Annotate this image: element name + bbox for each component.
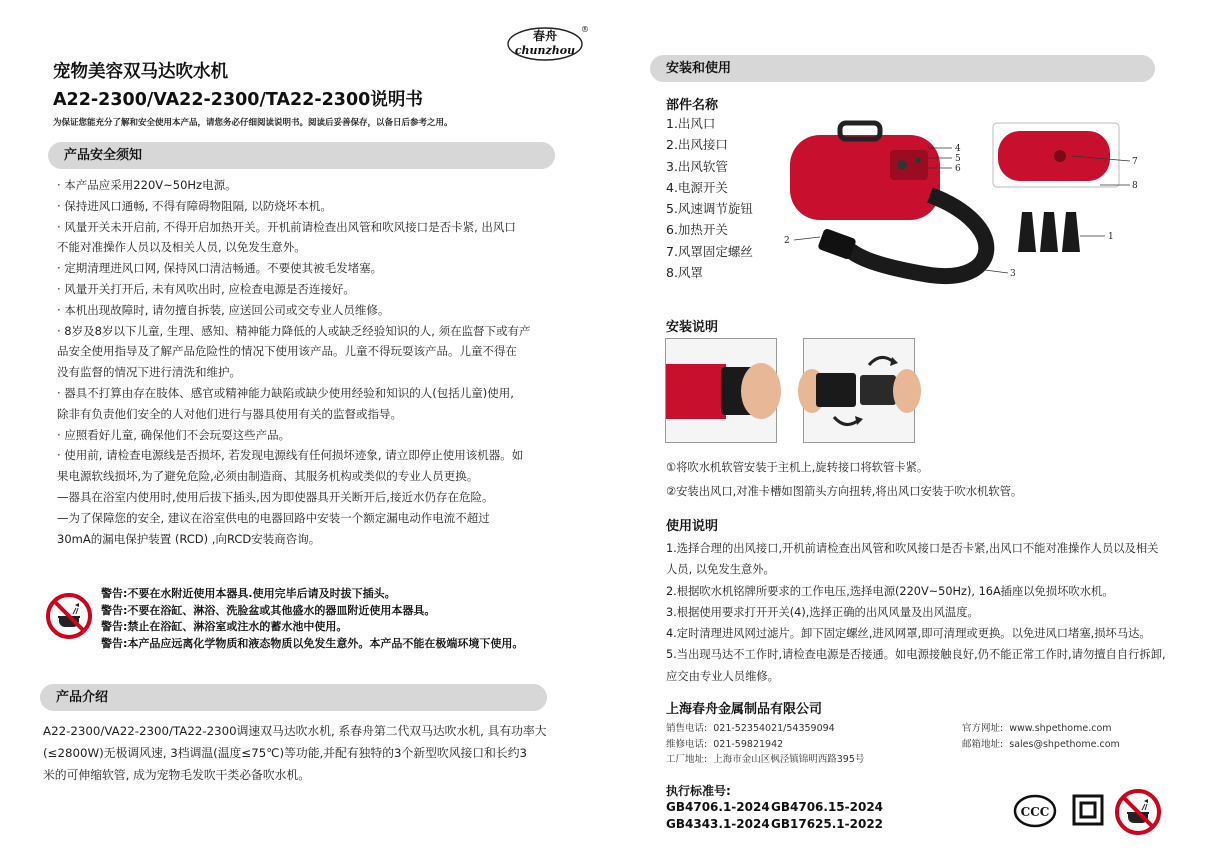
safety-line: · 使用前, 请检查电源线是否损坏, 若发现电源线有任何损坏迹象, 请立即停止使用该机器。如 xyxy=(57,448,524,463)
callout-3: 3 xyxy=(1010,269,1016,279)
safety-line: · 器具不打算由存在肢体、感官或精神能力缺陷或缺少使用经验和知识的人(包括儿童)使用, xyxy=(57,385,514,400)
safety-line: 品安全使用指导及了解产品危险性的情况下使用该产品。儿童不得玩耍该产品。儿童不得在 xyxy=(57,344,517,359)
usage-line: 3.根据使用要求打开开关(4),选择正确的出风风量及出风温度。 xyxy=(666,605,979,619)
email-label: 邮箱地址: xyxy=(962,738,1004,750)
install-step-1: ①将吹水机软管安装于主机上,旋转接口将软管卡紧。 xyxy=(666,461,929,474)
section-intro-heading: 产品介绍 xyxy=(40,684,547,711)
safety-line: · 本机出现故障时, 请勿擅自拆装, 应送回公司或交专业人员维修。 xyxy=(57,302,390,317)
ccc-text: CCC xyxy=(1020,805,1050,819)
intro-line: (≤2800W)无极调风速, 3档调温(温度≤75℃)等功能,并配有独特的3个新型吹风接口和长约3 xyxy=(43,746,528,760)
safety-line: —为了保障您的安全, 建议在浴室供电的电器回路中安装一个额定漏电动作电流不超过 xyxy=(57,510,490,525)
factory-address: 上海市金山区枫泾镇锦明西路395号 xyxy=(713,754,865,765)
website-label: 官方网址: xyxy=(962,723,1004,734)
sales-phone-label: 销售电话: xyxy=(666,723,708,734)
warning-line: 警告:本产品应远离化学物质和液态物质以免发生意外。本产品不能在极端环境下使用。 xyxy=(101,636,524,650)
callout-4: 4 xyxy=(955,144,961,154)
service-phone-row xyxy=(666,737,864,753)
brand-name-en: chunzhou xyxy=(514,44,576,57)
part-item: 7.风罩固定螺丝 xyxy=(666,243,753,259)
section-safety-heading: 产品安全须知 xyxy=(48,142,555,169)
safety-line: 除非有负责他们安全的人对他们进行与器具使用有关的监督或指导。 xyxy=(57,406,402,421)
install-heading: 安装说明 xyxy=(666,320,719,335)
warning-line: 警告:不要在浴缸、淋浴、洗脸盆或其他盛水的器皿附近使用本器具。 xyxy=(101,603,436,617)
callout-6: 6 xyxy=(955,164,961,174)
install-photo-2 xyxy=(803,338,915,443)
service-phone: 021-59821942 xyxy=(713,738,784,750)
section-install-use-heading: 安装和使用 xyxy=(650,55,1155,82)
brand-logo xyxy=(505,22,587,64)
intro-text xyxy=(43,720,583,786)
usage-line: 2.根据吹水机铭牌所要求的工作电压,选择电源(220V~50Hz), 16A插座以免损坏吹水机。 xyxy=(666,584,1114,598)
website: www.shpethome.com xyxy=(1009,723,1112,734)
safety-line: 果电源软线损坏,为了避免危险,必须由制造商、其服务机构或类似的专业人员更换。 xyxy=(57,469,479,484)
part-item: 3.出风软管 xyxy=(666,158,728,174)
no-bath-mark-icon xyxy=(1114,788,1162,836)
safety-line: · 定期清理进风口网, 保持风口清洁畅通。不要使其被毛发堵塞。 xyxy=(57,261,383,276)
sales-phone: 021-52354021/54359094 xyxy=(713,723,835,734)
intro-line: 米的可伸缩软管, 成为宠物毛发吹干类必备吹水机。 xyxy=(43,768,311,782)
install-step-2: ②安装出风口,对准卡槽如图箭头方向扭转,将出风口安装于吹水机软管。 xyxy=(666,485,1023,498)
safety-list xyxy=(57,175,577,549)
email-row xyxy=(962,737,1120,753)
part-item: 2.出风接口 xyxy=(666,137,728,153)
part-item: 1.出风口 xyxy=(666,116,716,131)
usage-line: 5.当出现马达不工作时,请检查电源是否接通。如电源接触良好,仍不能正常工作时,请勿擅自自行拆卸, xyxy=(666,648,1166,662)
usage-line: 4.定时清理进风网过滤片。卸下固定螺丝,进风网罩,即可清理或更换。以免进风口堵塞,损坏马达。 xyxy=(666,627,1151,641)
email: sales@shpethome.com xyxy=(1009,738,1120,750)
brand-reg-mark: ® xyxy=(581,25,589,34)
intro-line: A22-2300/VA22-2300/TA22-2300调速双马达吹水机, 系春舟第二代双马达吹水机, 具有功率大 xyxy=(43,724,547,738)
parts-heading: 部件名称 xyxy=(666,98,719,113)
part-item: 5.风速调节旋钮 xyxy=(666,201,753,217)
warning-list xyxy=(101,586,581,652)
install-photo-1 xyxy=(665,338,777,443)
brand-name-cn: 春舟 xyxy=(532,29,558,43)
address-row xyxy=(666,752,864,768)
usage-line: 应交由专业人员维修。 xyxy=(666,669,779,683)
doc-title: 宠物美容双马达吹水机 xyxy=(53,62,228,82)
company-contacts-right xyxy=(962,721,1120,752)
callout-2: 2 xyxy=(784,236,790,246)
safety-line: · 8岁及8岁以下儿童, 生理、感知、精神能力降低的人或缺乏经验知识的人, 须在监督下或有产 xyxy=(57,323,531,338)
doc-notice: 为保证您能充分了解和安全使用本产品，请您务必仔细阅读说明书。阅读后妥善保存，以备日后参考之用。 xyxy=(53,118,453,128)
website-row xyxy=(962,721,1120,737)
safety-line: · 风量开关打开后, 未有风吹出时, 应检查电源是否连接好。 xyxy=(57,281,355,296)
dryer-product-image xyxy=(780,115,1180,295)
safety-line: —器具在浴室内使用时,使用后拔下插头,因为即使器具开关断开后,接近水仍存在危险。 xyxy=(57,489,494,504)
company-contacts-left xyxy=(666,721,864,768)
safety-line: · 保持进风口通畅, 不得有障碍物阻隔, 以防烧坏本机。 xyxy=(57,198,332,213)
usage-heading: 使用说明 xyxy=(666,519,719,534)
safety-line: · 本产品应采用220V~50Hz电源。 xyxy=(57,178,237,192)
double-insulation-icon xyxy=(1072,794,1104,826)
no-bath-warning-icon xyxy=(45,592,93,640)
standard-3: GB4343.1-2024 xyxy=(666,817,770,831)
doc-model-title: A22-2300/VA22-2300/TA22-2300说明书 xyxy=(53,90,423,110)
standard-4: GB17625.1-2022 xyxy=(771,817,884,831)
warning-line: 警告:禁止在浴缸、淋浴室或注水的蓄水池中使用。 xyxy=(101,620,348,633)
parts-list xyxy=(666,113,753,283)
safety-line: 30mA的漏电保护装置 (RCD) ,向RCD安装商咨询。 xyxy=(57,531,321,546)
callout-8: 8 xyxy=(1132,181,1138,191)
service-phone-label: 维修电话: xyxy=(666,738,708,750)
company-name: 上海春舟金属制品有限公司 xyxy=(666,702,823,717)
standard-1: GB4706.1-2024 xyxy=(666,800,770,814)
part-item: 6.加热开关 xyxy=(666,222,728,238)
part-item: 8.风罩 xyxy=(666,265,703,281)
ccc-mark-icon xyxy=(1013,794,1057,828)
safety-line: · 应照看好儿童, 确保他们不会玩耍这些产品。 xyxy=(57,427,291,442)
callout-1: 1 xyxy=(1108,232,1114,242)
safety-line: 没有监督的情况下进行清洗和维护。 xyxy=(57,365,241,380)
safety-line: · 风量开关未开启前, 不得开启加热开关。开机前请检查出风管和吹风接口是否卡紧, 出风口 xyxy=(57,219,516,234)
usage-line: 1.选择合理的出风接口,开机前请检查出风管和吹风接口是否卡紧,出风口不能对准操作人员以及相关 xyxy=(666,542,1159,555)
part-item: 4.电源开关 xyxy=(666,179,728,195)
callout-7: 7 xyxy=(1132,157,1138,167)
sales-phone-row xyxy=(666,721,864,737)
usage-list xyxy=(666,538,1196,687)
usage-line: 人员, 以免发生意外。 xyxy=(666,563,775,577)
warning-line: 警告:不要在水附近使用本器具.使用完毕后请及时拔下插头。 xyxy=(101,587,396,600)
address-label: 工厂地址: xyxy=(666,754,708,765)
standard-2: GB4706.15-2024 xyxy=(771,800,884,814)
safety-line: 不能对准操作人员以及相关人员, 以免发生意外。 xyxy=(57,240,306,255)
callout-5: 5 xyxy=(955,154,961,164)
standards-heading: 执行标准号: xyxy=(666,784,731,798)
